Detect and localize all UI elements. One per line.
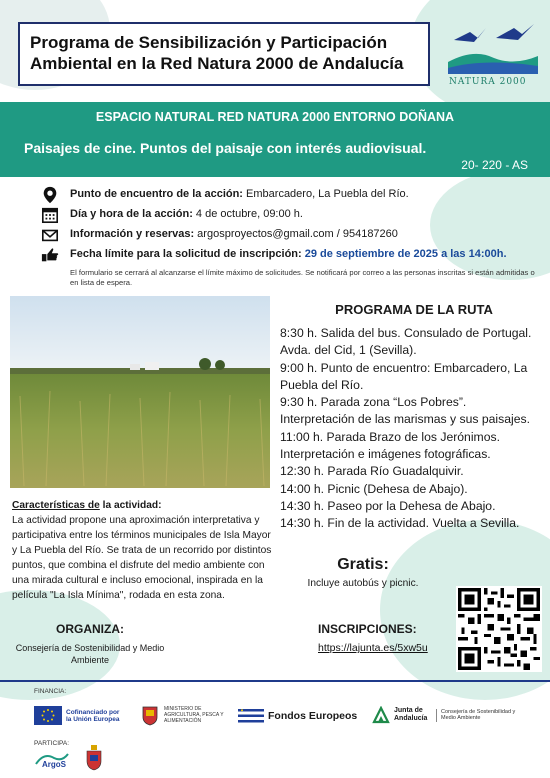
program-item: 14:30 h. Paseo por la Dehesa de Abajo. [280, 498, 496, 513]
free-notice [282, 556, 444, 589]
program-item: 9:00 h. Punto de encuentro: Embarcadero, La [280, 360, 528, 375]
registration [318, 622, 454, 654]
consejeria-text: Consejería de Sostenibilidad y Medio Ambiente [436, 709, 516, 722]
rice-field-photo [10, 296, 270, 488]
eu-flag-icon [34, 706, 62, 725]
program-item: 11:00 h. Parada Brazo de los Jerónimos. [280, 429, 500, 444]
header [0, 0, 550, 100]
footer-divider [0, 680, 550, 682]
contact-row [40, 226, 540, 246]
program-item: Interpretación e imágenes fotográficas. [280, 447, 491, 462]
stripes-icon [238, 708, 264, 724]
program-item: 8:30 h. Salida del bus. Consulado de Portugal. [280, 326, 532, 340]
envelope-icon [40, 226, 60, 244]
title-line-2: Ambiental en la Red Natura 2000 de Andalucía [30, 54, 404, 73]
organizer [10, 622, 170, 666]
features-title [12, 498, 274, 513]
qr-code[interactable] [456, 586, 542, 672]
eu-text: Cofinanciado por la Unión Europea [66, 708, 120, 723]
free-title: Gratis: [337, 556, 389, 573]
features-title-underlined: Características de [12, 500, 100, 511]
registration-link[interactable]: https://lajunta.es/5xw5u [318, 642, 428, 654]
activity-features [12, 498, 274, 603]
activity-code: 20- 220 - AS [461, 158, 528, 172]
logo-text: NATURA 2000 [449, 77, 527, 87]
info-section [40, 186, 540, 266]
date-value: 4 de octubre, 09:00 h. [192, 208, 303, 220]
program-heading: PROGRAMA DE LA RUTA [335, 302, 493, 317]
registration-title: INSCRIPCIONES: [318, 622, 417, 636]
program-item: 14:30 h. Fin de la actividad. Vuelta a Sevilla. [280, 516, 520, 531]
space-name: ESPACIO NATURAL RED NATURA 2000 ENTORNO DOÑANA [95, 110, 455, 124]
organizer-title: ORGANIZA: [56, 622, 124, 636]
ministry-text: MINISTERIO DE AGRICULTURA, PESCA Y ALIMENTACIÓN [164, 706, 224, 724]
free-text: Incluye autobús y picnic. [307, 578, 419, 589]
program-item: 12:30 h. Parada Río Guadalquivir. [280, 464, 464, 479]
program-list [280, 325, 548, 533]
features-title-rest: la actividad: [99, 500, 162, 511]
fondos-europeos-logo [238, 708, 357, 724]
title-box [18, 22, 430, 86]
date-row [40, 206, 540, 226]
meeting-point-row [40, 186, 540, 206]
junta-text: Junta de Andalucía [394, 707, 428, 722]
route-program [280, 302, 548, 533]
calendar-icon [40, 206, 60, 224]
contact-value[interactable]: argosproyectos@gmail.com / 954187260 [194, 228, 398, 240]
location-pin-icon [40, 186, 60, 204]
junta-logo [372, 706, 516, 724]
activity-title: Paisajes de cine. Puntos del paisaje con interés audiovisual. [24, 140, 427, 156]
program-item: 14:00 h. Picnic (Dehesa de Abajo). [280, 481, 468, 496]
meeting-value: Embarcadero, La Puebla del Río. [242, 188, 409, 200]
ministry-logo [140, 704, 230, 726]
pointing-hand-icon [40, 246, 60, 264]
deadline-label: Fecha límite para la solicitud de inscripción: [70, 248, 302, 260]
junta-andalucia-icon [372, 706, 390, 724]
eu-logo [34, 706, 126, 725]
organizer-text: Consejería de Sostenibilidad y Medio Ambiente [15, 643, 165, 665]
participa-label: PARTICIPA: [34, 740, 70, 747]
program-item: Avda. del Cid, 1 (Sevilla). [280, 343, 417, 358]
contact-label: Información y reservas: [70, 228, 195, 240]
program-item: 9:30 h. Parada zona “Los Pobres”. [280, 395, 467, 410]
meeting-label: Punto de encuentro de la acción: [70, 188, 243, 200]
municipal-shield-icon [86, 745, 102, 771]
deadline-value: 29 de septiembre de 2025 a las 14:00h. [301, 248, 507, 260]
coat-of-arms-icon [140, 704, 160, 726]
page-title [30, 32, 418, 74]
program-item: Puebla del Río. [280, 377, 364, 392]
fondos-text: Fondos Europeos [268, 709, 358, 722]
form-note: El formulario se cerrará al alcanzarse el límite máximo de solicitudes. Se notificará por correo a las personas inscritas si están admitidas o en lista de espera. [70, 268, 535, 287]
title-line-1: Programa de Sensibilización y Participación [30, 33, 388, 52]
title-band [0, 102, 550, 177]
deadline-row [40, 246, 540, 266]
financia-label: FINANCIA: [34, 688, 67, 695]
date-label: Día y hora de la acción: [70, 208, 193, 220]
program-item: Interpretación de las marismas y sus paisajes. [280, 412, 530, 427]
argos-text: ArgoS [42, 760, 66, 769]
features-text: La actividad propone una aproximación interpretativa y participativa entre los términos municipales de Isla Mayor y La Puebla del Río. Se trata de un recorrido por distintos puntos, que combina el disfrute del medio ambiente con una mirada cultural e incluso emocional, inspirada en la película "La Isla Mínima", rodada en esta zona. [12, 515, 272, 601]
